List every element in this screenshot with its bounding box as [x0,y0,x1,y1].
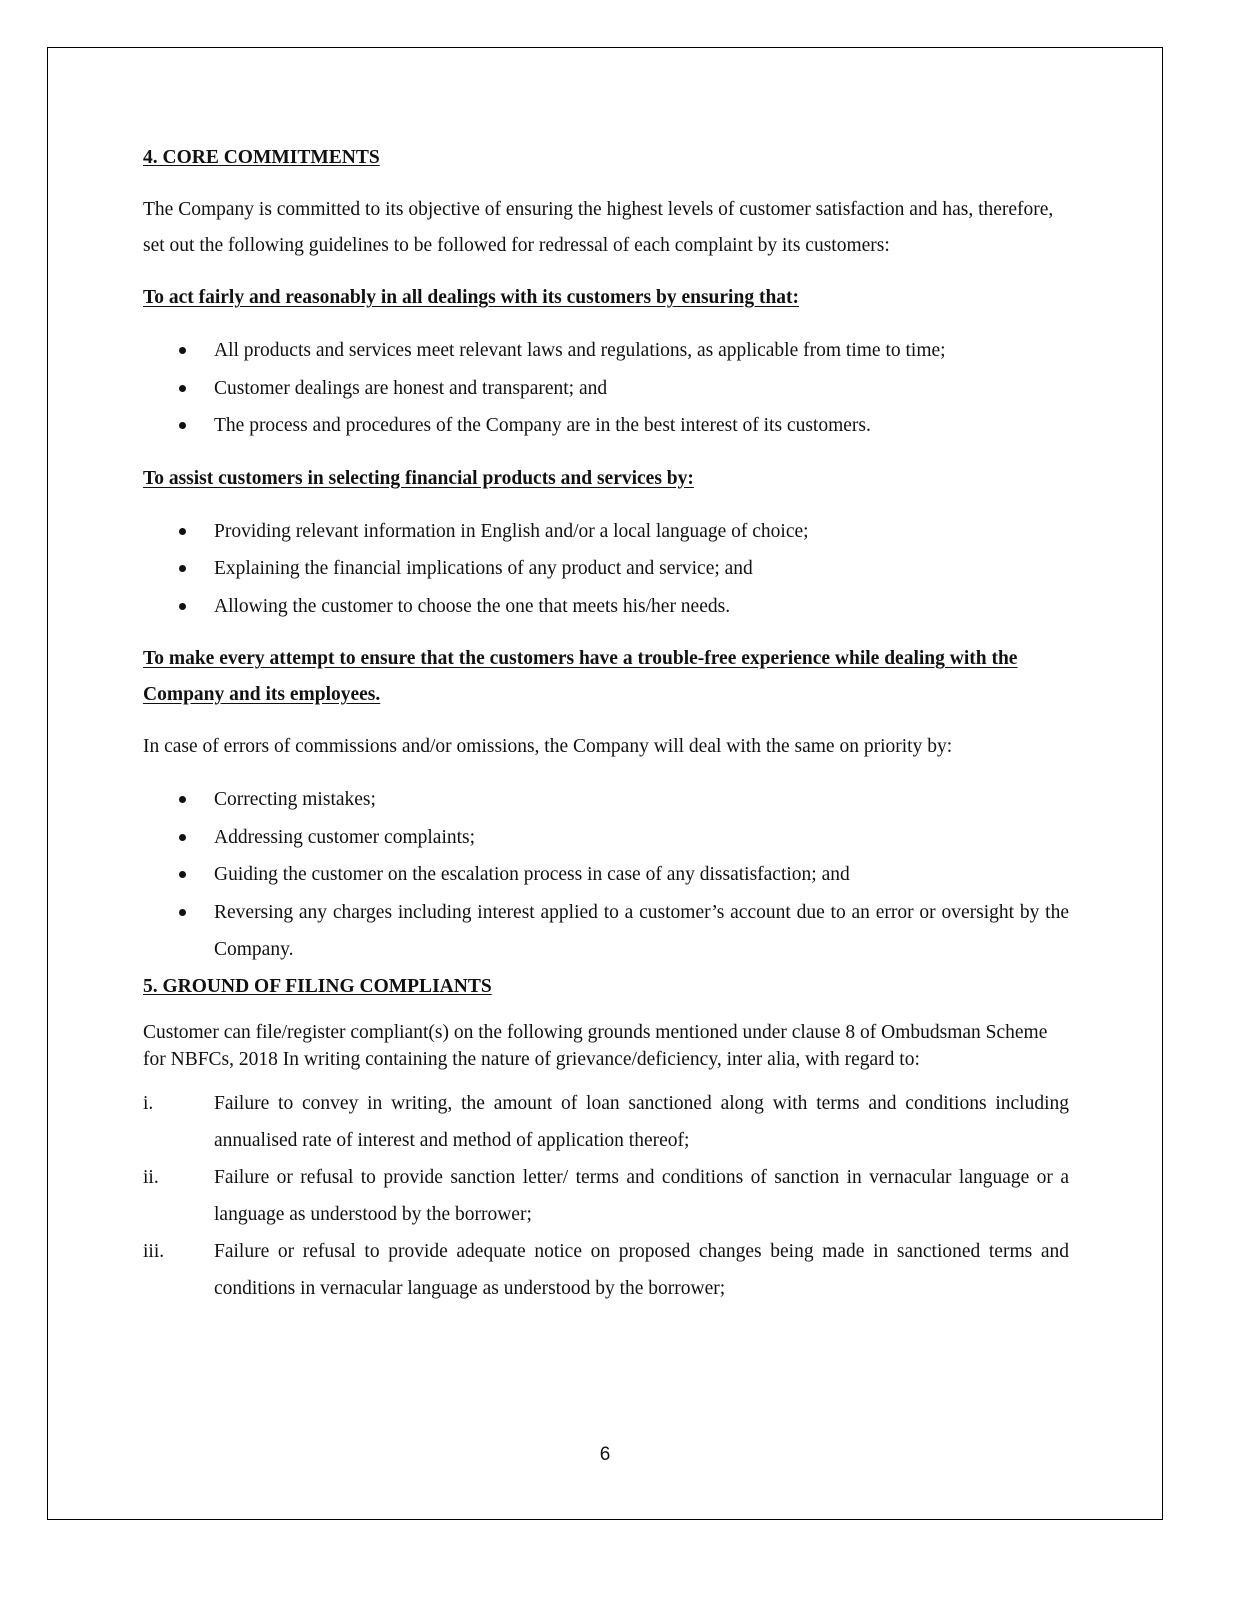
document-body [143,140,1069,1307]
list-item: Providing relevant information in English and/or a local language of choice; [143,513,1069,551]
list-item: i. Failure to convey in writing, the amount of loan sanctioned along with terms and conditions including annualised rate of interest and method of application thereof; [143,1085,1069,1159]
list-item: Customer dealings are honest and transparent; and [143,370,1069,408]
item-number: iii. [143,1240,165,1262]
bullet-icon [179,565,186,572]
group-2-heading: To assist customers in selecting financial products and services by: [143,467,694,489]
group-3-list [143,781,1069,969]
list-item: All products and services meet relevant laws and regulations, as applicable from time to time; [143,332,1069,370]
bullet-icon [179,528,186,535]
list-item: iii. Failure or refusal to provide adequate notice on proposed changes being made in sanctioned terms and conditions in vernacular language as understood by the borrower; [143,1233,1069,1307]
group-3-intro: In case of errors of commissions and/or omissions, the Company will deal with the same on priority by: [143,736,953,757]
list-item: The process and procedures of the Company are in the best interest of its customers. [143,407,1069,445]
bullet-icon [179,603,186,610]
section-5-intro: Customer can file/register compliant(s) on the following grounds mentioned under clause 8 of Ombudsman Scheme for NBFCs, 2018 In writing containing the nature of grievance/deficiency, inter alia, with regard to: [143,1021,1048,1070]
bullet-icon [179,347,186,354]
bullet-icon [179,834,186,841]
group-2-list [143,513,1069,626]
list-item: Addressing customer complaints; [143,819,1069,857]
list-item: Correcting mistakes; [143,781,1069,819]
bullet-icon [179,871,186,878]
group-1-heading: To act fairly and reasonably in all dealings with its customers by ensuring that: [143,287,800,308]
bullet-icon [179,422,186,429]
section-4-intro: The Company is committed to its objective of ensuring the highest levels of customer satisfaction and has, therefore, set out the following guidelines to be followed for redressal of each complaint by its customers: [143,199,1054,256]
list-item: Guiding the customer on the escalation process in case of any dissatisfaction; and [143,856,1069,894]
list-item: Explaining the financial implications of any product and service; and [143,550,1069,588]
section-5-heading: 5. GROUND OF FILING COMPLIANTS [143,975,492,997]
bullet-icon [179,796,186,803]
list-item: Reversing any charges including interest applied to a customer’s account due to an error or oversight by the Company. [143,894,1069,969]
bullet-icon [179,385,186,392]
page-number: 6 [599,1444,611,1465]
grounds-list [143,1085,1069,1307]
list-item: ii. Failure or refusal to provide sanction letter/ terms and conditions of sanction in vernacular language or a language as understood by the borrower; [143,1159,1069,1233]
group-3-heading: To make every attempt to ensure that the customers have a trouble-free experience while dealing with the Company and its employees. [143,648,1018,705]
item-number: i. [143,1092,154,1114]
item-number: ii. [143,1166,159,1188]
list-item: Allowing the customer to choose the one that meets his/her needs. [143,588,1069,626]
group-1-list [143,332,1069,445]
section-4-heading: 4. CORE COMMITMENTS [143,147,380,168]
bullet-icon [179,909,186,916]
